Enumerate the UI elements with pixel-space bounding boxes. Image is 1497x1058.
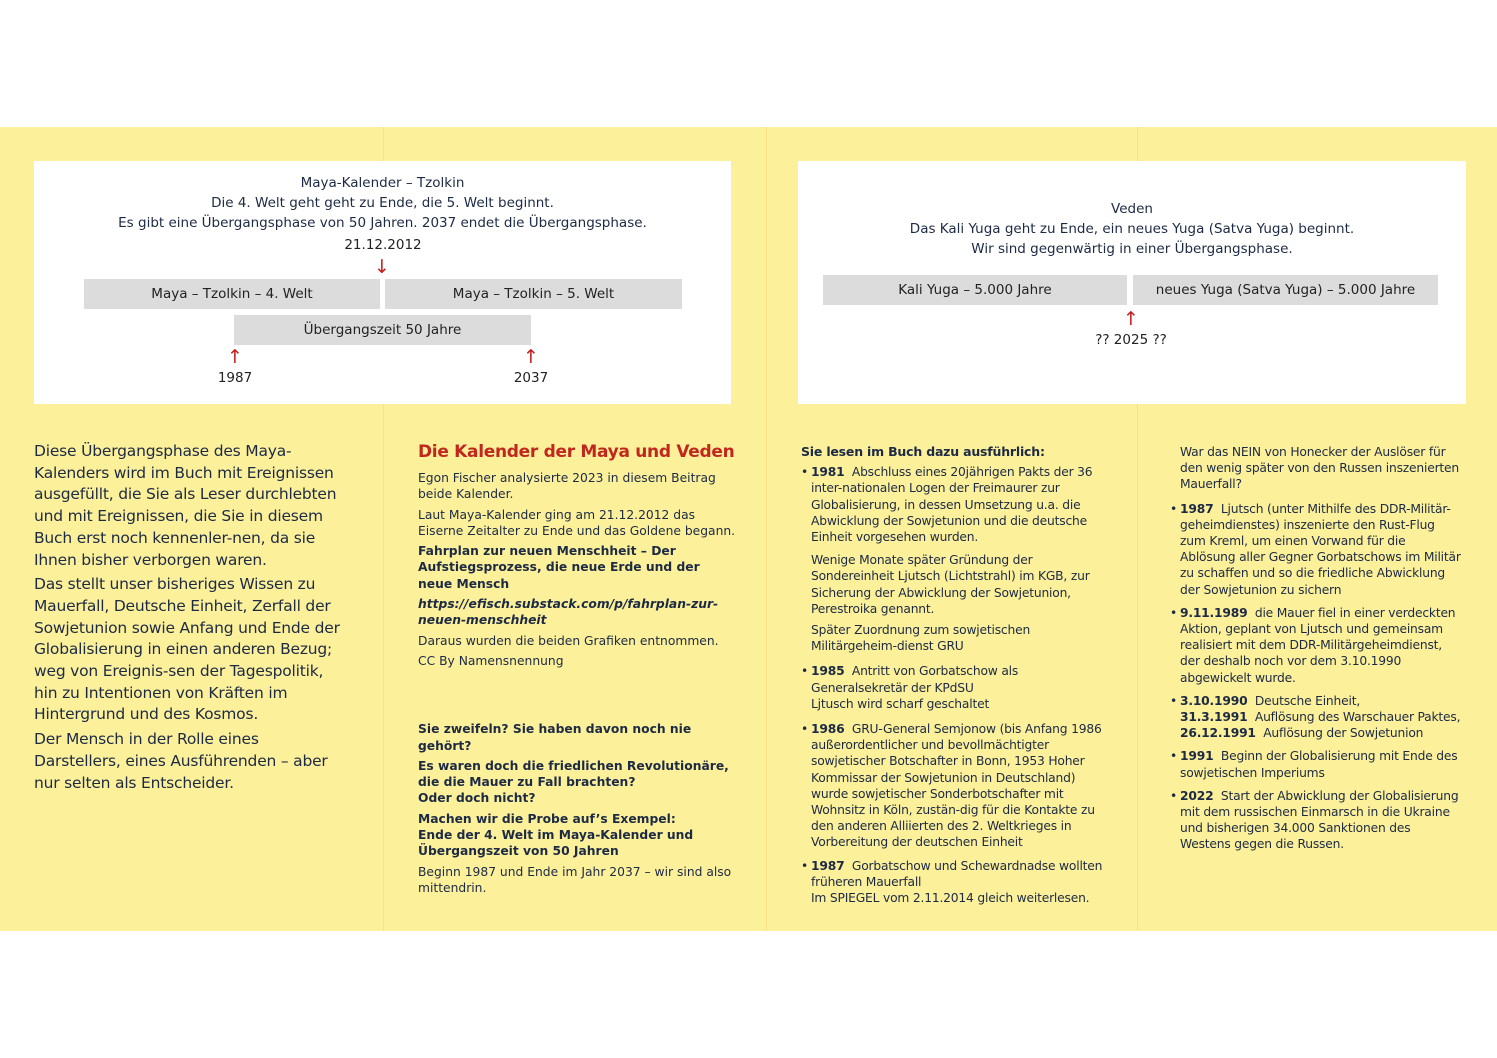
intro-paragraph: Das stellt unser bisheriges Wissen zu Mauerfall, Deutsche Einheit, Zerfall der Sowjetunion sowie Anfang und Ende der Globalisierung in einen anderen Bezug; weg von Ereignis-sen der Tagespolitik, hin zu Intentionen von Kräften im Hintergrund und des Kosmos.: [34, 575, 340, 724]
calendar-info-column: [418, 441, 736, 900]
maya-start-year: 1987: [217, 370, 253, 386]
timeline-item: [801, 858, 1103, 890]
timeline-text: Auflösung des Warschauer Paktes,: [1254, 710, 1461, 725]
timeline-item: [801, 464, 1103, 545]
text-paragraph: Egon Fischer analysierte 2023 in diesem Beitrag beide Kalender.: [418, 471, 716, 502]
timeline-year: 1991: [1180, 749, 1214, 764]
question-text: Es waren doch die friedlichen Revolutionäre,: [418, 758, 729, 773]
timeline-year: 2022: [1180, 788, 1214, 803]
veden-bar-satva-yuga: neues Yuga (Satva Yuga) – 5.000 Jahre: [1133, 275, 1438, 305]
timeline-text: GRU-General Semjonow (bis Anfang 1986 außerordentlicher und bevollmächtigter sowjetischer Botschafter in Bonn, 1953 Hoher Kommissar der Sowjetunion in Deutschland) wurde sowjetischer Sonderbotschafter mit Wohnsitz in Köln, zustän-dig für die Kontakte zu den anderen Alliierten des 2. Weltkrieges in Vorbereitung der deutschen Einheit: [811, 722, 1102, 850]
timeline-text: die Mauer fiel in einer verdeckten Aktion, geplant von Ljutsch und gemeinsam realisiert mit dem DDR-Militärgeheimdienst, der deshalb noch vor dem 3.10.1990 abgewickelt wurde.: [1180, 605, 1456, 685]
maya-end-year: 2037: [513, 370, 549, 386]
timeline-year: 1987: [811, 858, 845, 873]
timeline-intro: War das NEIN von Honecker der Auslöser für den wenig später von den Russen inszenierten Mauerfall?: [1180, 445, 1460, 492]
timeline-item: [1170, 788, 1464, 853]
veden-calendar-diagram: [798, 161, 1466, 404]
timeline-subtext: Ljtusch wird scharf geschaltet: [811, 696, 990, 711]
bullet-icon: •: [1170, 605, 1178, 620]
maya-top-date: 21.12.2012: [344, 237, 422, 253]
text-paragraph: Laut Maya-Kalender ging am 21.12.2012 das Eiserne Zeitalter zu Ende und das Goldene begann.: [418, 507, 736, 538]
timeline-subtext: Wenige Monate später Gründung der Sondereinheit Ljutsch (Lichtstrahl) im KGB, zur Sicherung der Abwicklung der Sowjetunion, Perestroika genannt.: [811, 553, 1090, 616]
timeline-text: Deutsche Einheit,: [1254, 693, 1361, 708]
timeline-subtext: Später Zuordnung zum sowjetischen Militärgeheim-dienst GRU: [811, 623, 1031, 654]
intro-paragraph: Der Mensch in der Rolle eines Darstellers, eines Ausführenden – aber nur selten als Entscheider.: [34, 730, 328, 792]
timeline-year: 1981: [811, 465, 845, 480]
timeline-year: 1985: [811, 664, 845, 679]
timeline-year: 1986: [811, 722, 845, 737]
arrow-up-icon: ↑: [1123, 308, 1139, 330]
maya-line2: Die 4. Welt geht geht zu Ende, die 5. Welt beginnt.: [211, 195, 554, 211]
question-text: die die Mauer zu Fall brachten?: [418, 775, 636, 790]
timeline-text: Ljutsch (unter Mithilfe des DDR-Militär-geheimdienstes) inszenierte den Rust-Flug zum Kreml, um einen Vorwand für die Ablösung aller Gegner Gorbatschows im Militär zu schaffen und so die friedliche Abwicklung der Sowjetunion zu sichern: [1180, 501, 1461, 597]
question-text: Sie zweifeln? Sie haben davon noch nie gehört?: [418, 722, 692, 753]
veden-bar-kali-yuga: Kali Yuga – 5.000 Jahre: [823, 275, 1127, 305]
bullet-icon: •: [801, 858, 809, 873]
timeline-text: Gorbatschow und Schewardnadse wollten früheren Mauerfall: [811, 858, 1103, 889]
timeline-item: [1170, 501, 1464, 598]
maya-bar-4th-world: Maya – Tzolkin – 4. Welt: [84, 279, 380, 309]
veden-date: ?? 2025 ??: [1095, 332, 1167, 348]
timeline-column-1: [801, 444, 1103, 911]
article-link[interactable]: https://efisch.substack.com/p/fahrplan-zur-neuen-menschheit: [418, 597, 719, 628]
timeline-text: Beginn der Globalisierung mit Ende des sowjetischen Imperiums: [1180, 749, 1458, 780]
maya-bar-5th-world: Maya – Tzolkin – 5. Welt: [385, 279, 682, 309]
license-text: CC By Namensnennung: [418, 653, 564, 668]
arrow-down-icon: ↓: [374, 256, 390, 278]
bullet-icon: •: [801, 664, 809, 679]
timeline-item: [1170, 605, 1464, 686]
arrow-up-icon: ↑: [227, 346, 243, 368]
timeline-text: Antritt von Gorbatschow als Generalsekretär der KPdSU: [811, 664, 1019, 695]
timeline-year: 3.10.1990: [1180, 693, 1248, 708]
intro-column: [34, 441, 350, 797]
intro-paragraph: Diese Übergangsphase des Maya-Kalenders wird im Buch mit Ereignissen ausgefüllt, die Sie als Leser durchlebten und mit Ereignissen, die Sie in diesem Buch erst noch kennenler-nen, da sie Ihnen bisher verborgen waren.: [34, 442, 337, 569]
maya-line3: Es gibt eine Übergangsphase von 50 Jahren. 2037 endet die Übergangsphase.: [118, 215, 647, 231]
text-paragraph: Beginn 1987 und Ende im Jahr 2037 – wir sind also mittendrin.: [418, 864, 732, 895]
bullet-icon: •: [1170, 749, 1178, 764]
timeline-item: [801, 721, 1103, 851]
bullet-icon: •: [801, 722, 809, 737]
article-title: Fahrplan zur neuen Menschheit – Der Aufstiegsprozess, die neue Erde und der neue Mensch: [418, 544, 700, 591]
maya-bar-transition: Übergangszeit 50 Jahre: [234, 315, 531, 345]
question-text: Übergangszeit von 50 Jahren: [418, 844, 619, 859]
timeline-heading: Sie lesen im Buch dazu ausführlich:: [801, 444, 1045, 459]
question-text: Oder doch nicht?: [418, 791, 536, 806]
timeline-item: [801, 663, 1103, 695]
question-text: Machen wir die Probe auf’s Exempel:: [418, 811, 676, 826]
question-text: Ende der 4. Welt im Maya-Kalender und: [418, 828, 694, 843]
timeline-text: Auflösung der Sowjetunion: [1263, 726, 1424, 741]
bullet-icon: •: [1170, 693, 1178, 708]
timeline-year: 26.12.1991: [1180, 726, 1256, 741]
timeline-item: [1170, 748, 1464, 780]
text-paragraph: Daraus wurden die beiden Grafiken entnommen.: [418, 633, 719, 648]
timeline-subtext: Im SPIEGEL vom 2.11.2014 gleich weiterlesen.: [811, 891, 1090, 906]
veden-line3: Wir sind gegenwärtig in einer Übergangsphase.: [971, 241, 1293, 257]
maya-calendar-diagram: [34, 161, 731, 404]
fold-line: [766, 127, 767, 931]
veden-line2: Das Kali Yuga geht zu Ende, ein neues Yuga (Satva Yuga) beginnt.: [909, 221, 1355, 237]
timeline-column-2: [1170, 444, 1464, 860]
bullet-icon: •: [1170, 501, 1178, 516]
arrow-up-icon: ↑: [523, 346, 539, 368]
bullet-icon: •: [801, 465, 809, 480]
section-heading: Die Kalender der Maya und Veden: [418, 442, 735, 462]
timeline-year: 31.3.1991: [1180, 710, 1248, 725]
timeline-text: Abschluss eines 20jährigen Pakts der 36 inter-nationalen Logen der Freimaurer zur Globalisierung, in dessen Umsetzung u.a. die Abwicklung der Sowjetunion und die deutsche Einheit vorgesehen wurden.: [811, 465, 1093, 545]
bullet-icon: •: [1170, 788, 1178, 803]
timeline-year: 1987: [1180, 501, 1214, 516]
timeline-year: 9.11.1989: [1180, 605, 1248, 620]
timeline-text: Start der Abwicklung der Globalisierung mit dem russischen Einmarsch in die Ukraine und bisherigen 34.000 Sanktionen des Westens gegen die Russen.: [1180, 788, 1459, 852]
timeline-item: [1170, 693, 1464, 742]
maya-title: Maya-Kalender – Tzolkin: [300, 175, 465, 191]
veden-title: Veden: [1111, 201, 1153, 217]
